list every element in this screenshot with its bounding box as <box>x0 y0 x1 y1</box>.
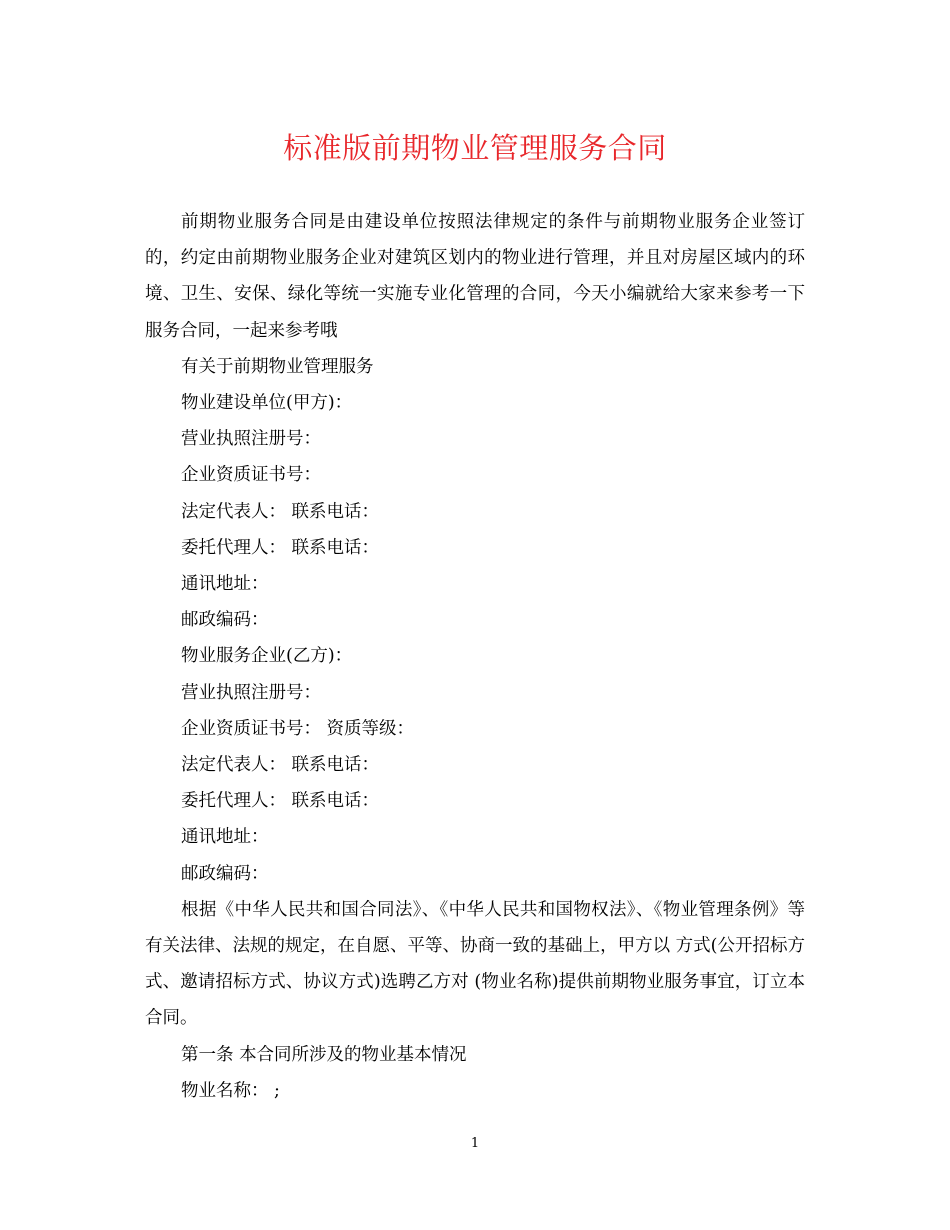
intro-paragraph: 前期物业服务合同是由建设单位按照法律规定的条件与前期物业服务企业签订的，约定由前期物业服务企业对建筑区划内的物业进行管理，并且对房屋区域内的环境、卫生、安保、绿化等统一实施专业化管理的合同，今天小编就给大家来参考一下服务合同，一起来参考哦 <box>145 212 805 341</box>
document-body <box>145 204 805 1109</box>
party-a-qualification-line: 企业资质证书号： <box>181 465 321 486</box>
party-b-postcode-line: 邮政编码： <box>181 863 269 884</box>
party-a-name-line: 物业建设单位(甲方)： <box>181 393 353 414</box>
party-a-agent-line: 委托代理人： 联系电话： <box>181 537 380 558</box>
party-b-legal-rep-line: 法定代表人： 联系电话： <box>181 755 380 776</box>
party-b-agent-line: 委托代理人： 联系电话： <box>181 791 380 812</box>
party-a-legal-rep-line: 法定代表人： 联系电话： <box>181 501 380 522</box>
party-a-license-line: 营业执照注册号： <box>181 429 321 450</box>
party-b-qualification-line: 企业资质证书号： 资质等级： <box>181 718 415 739</box>
property-name-line: 物业名称： ; <box>181 1080 280 1101</box>
party-b-license-line: 营业执照注册号： <box>181 682 321 703</box>
party-b-address-line: 通讯地址： <box>181 827 269 848</box>
document-title: 标准版前期物业管理服务合同 <box>283 131 667 165</box>
section-heading: 有关于前期物业管理服务 <box>181 356 374 377</box>
party-b-name-line: 物业服务企业(乙方)： <box>181 646 353 667</box>
article-one-heading: 第一条 本合同所涉及的物业基本情况 <box>181 1044 467 1065</box>
party-a-postcode-line: 邮政编码： <box>181 610 269 631</box>
legal-basis-paragraph: 根据《中华人民共和国合同法》、《中华人民共和国物权法》、《物业管理条例》等有关法律、法规的规定，在自愿、平等、协商一致的基础上，甲方以 方式(公开招标方式、邀请招标方式、协议方式)选聘乙方对 (物业名称)提供前期物业服务事宜，订立本合同。 <box>145 899 805 1029</box>
page-number: 1 <box>470 1136 480 1151</box>
party-a-address-line: 通讯地址： <box>181 574 269 595</box>
